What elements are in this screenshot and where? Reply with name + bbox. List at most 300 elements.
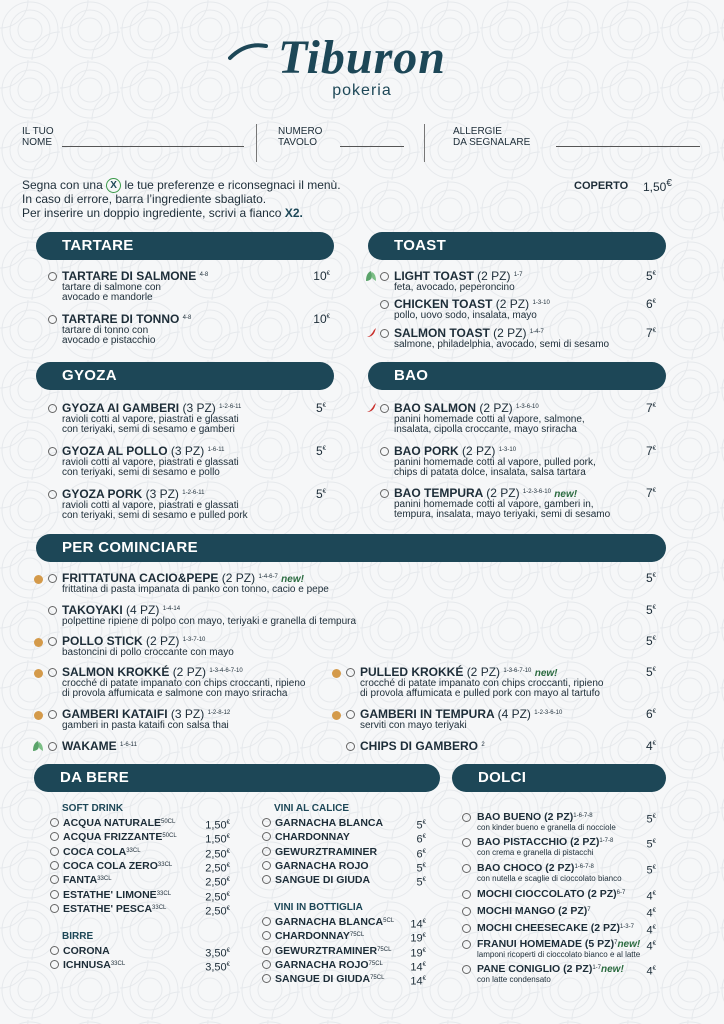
dessert-title: MOCHI CHEESECAKE xyxy=(477,922,588,934)
price-value: 5 xyxy=(416,876,423,889)
drink-name xyxy=(275,945,391,957)
currency: € xyxy=(652,891,656,897)
item-description: ravioli cotti al vapore, piastrati e glassati xyxy=(62,457,239,468)
price-value: 19 xyxy=(410,932,423,945)
price-value: 1,50 xyxy=(205,819,227,832)
item-description: tartare di salmone con xyxy=(62,282,161,293)
select-checkbox[interactable] xyxy=(48,447,57,456)
drink-price xyxy=(200,860,230,875)
price-value: 2,50 xyxy=(205,891,227,904)
logo-swoosh-icon xyxy=(228,40,268,64)
item-qty: (3 PZ) xyxy=(170,707,205,721)
allergen-codes: 1-2-3-6-10 xyxy=(522,489,551,495)
item-description: insalata, cipolla croccante, mayo sriracha xyxy=(394,424,577,435)
currency: € xyxy=(422,877,426,884)
dot-icon xyxy=(34,669,43,678)
price-value: 4 xyxy=(645,739,653,753)
currency: € xyxy=(652,636,656,642)
allergen-codes: 7 xyxy=(587,907,591,913)
price-value: 4 xyxy=(646,907,653,920)
select-checkbox[interactable] xyxy=(48,637,57,646)
item-price xyxy=(626,602,656,617)
allergen-codes: 1-2-8-12 xyxy=(207,710,231,716)
item-price xyxy=(296,400,326,415)
item-title: LIGHT TOAST xyxy=(394,269,474,283)
item-title: CHIPS DI GAMBERO xyxy=(360,739,479,753)
select-checkbox[interactable] xyxy=(50,818,59,827)
drink-title: FANTA xyxy=(63,874,98,887)
drink-title: GARNACHA BLANCA xyxy=(275,817,384,829)
price-value: 5 xyxy=(315,444,323,458)
currency: € xyxy=(422,933,426,940)
currency: € xyxy=(322,446,326,452)
drink-price xyxy=(200,846,230,861)
item-title: GAMBERI KATAIFI xyxy=(62,707,168,721)
price-value: 5 xyxy=(645,634,653,648)
item-description: crocché di patate impanato con chips croccanti, ripieno xyxy=(62,678,306,689)
select-checkbox[interactable] xyxy=(346,742,355,751)
allergen-codes: 1-7-8 xyxy=(599,838,614,844)
dessert-name xyxy=(477,862,594,874)
item-description: di provola affumicata e salmone con mayo sriracha xyxy=(62,688,288,699)
section-header-da-bere: DA BERE xyxy=(34,764,440,792)
price-value: 5 xyxy=(416,819,423,832)
select-checkbox[interactable] xyxy=(262,946,271,955)
price-value: 6 xyxy=(416,848,423,861)
currency: € xyxy=(652,573,656,579)
item-description: bastoncini di pollo croccante con mayo xyxy=(62,647,234,658)
dessert-qty: (2 PZ) xyxy=(563,963,593,975)
item-title: GYOZA PORK xyxy=(62,487,143,501)
select-checkbox[interactable] xyxy=(48,404,57,413)
drink-size: 33CL xyxy=(156,890,172,897)
drink-price xyxy=(396,930,426,945)
item-description: frittatina di pasta impanata di panko con tonno, cacio e pepe xyxy=(62,584,329,595)
drink-title: GARNACHA ROJO xyxy=(275,859,369,872)
item-qty: (3 PZ) xyxy=(145,487,179,501)
table-label-1: NUMERO xyxy=(278,126,323,137)
select-checkbox[interactable] xyxy=(50,890,59,899)
dessert-qty: (2 PZ) xyxy=(590,922,620,934)
price-value: 19 xyxy=(410,947,423,960)
table-label-2: TAVOLO xyxy=(278,137,318,148)
drink-title: ACQUA FRIZZANTE xyxy=(63,831,163,844)
item-price xyxy=(626,443,656,458)
select-checkbox[interactable] xyxy=(50,847,59,856)
drink-name xyxy=(63,831,177,843)
coperto-label: COPERTO xyxy=(574,180,629,192)
drink-name xyxy=(63,889,171,901)
allergen-codes: 4-8 xyxy=(182,315,192,321)
drink-size: 75CL xyxy=(368,960,383,967)
currency: € xyxy=(422,834,426,841)
select-checkbox[interactable] xyxy=(380,272,389,281)
drink-price xyxy=(200,874,230,889)
allergen-codes: 1-3-6-7-10 xyxy=(503,668,532,674)
select-checkbox[interactable] xyxy=(48,710,57,719)
item-description: tempura, insalata, mayo teriyaki, semi di sesamo xyxy=(394,509,611,520)
currency: € xyxy=(226,962,230,969)
select-checkbox[interactable] xyxy=(262,847,271,856)
allergen-codes: 1-3-10 xyxy=(532,300,550,306)
instructions-text: Per inserire un doppio ingrediente, scrivi a fianco xyxy=(22,206,282,220)
item-title: CHICKEN TOAST xyxy=(394,297,493,311)
price-value: 5 xyxy=(315,401,323,415)
drink-price xyxy=(396,846,426,861)
currency: € xyxy=(652,605,656,611)
currency: € xyxy=(652,839,656,845)
currency: € xyxy=(652,488,656,494)
item-title: TARTARE DI TONNO xyxy=(62,312,180,326)
drink-price xyxy=(200,903,230,918)
item-title: GAMBERI IN TEMPURA xyxy=(360,707,495,721)
drink-size: 5CL xyxy=(383,918,395,924)
currency: € xyxy=(652,908,656,914)
chili-icon xyxy=(365,402,377,414)
select-checkbox[interactable] xyxy=(48,315,57,324)
currency: € xyxy=(652,966,656,972)
price-value: 5 xyxy=(645,269,653,283)
item-description: ravioli cotti al vapore, piastrati e glassati xyxy=(62,500,239,511)
select-checkbox[interactable] xyxy=(462,940,471,949)
price-value: 6 xyxy=(645,297,653,311)
currency: € xyxy=(422,848,426,855)
allergen-codes: 1-3-7-10 xyxy=(182,637,206,643)
section-header-tartare: TARTARE xyxy=(36,232,334,260)
drink-price xyxy=(396,860,426,875)
select-checkbox[interactable] xyxy=(462,864,471,873)
drink-price xyxy=(396,945,426,960)
currency: € xyxy=(326,271,330,277)
dessert-description: con crema e granella di pistacchi xyxy=(477,848,594,857)
select-checkbox[interactable] xyxy=(462,924,471,933)
drink-price xyxy=(396,916,426,931)
select-checkbox[interactable] xyxy=(262,960,271,969)
new-badge: new! xyxy=(554,489,578,500)
instructions-line-3 xyxy=(22,206,303,220)
price-value: 6 xyxy=(645,707,653,721)
item-qty: (2 PZ) xyxy=(486,486,520,500)
price-value: 4 xyxy=(646,965,653,978)
price-value: 5 xyxy=(315,487,323,501)
select-checkbox[interactable] xyxy=(380,329,389,338)
price-value: 5 xyxy=(645,603,653,617)
drink-title: GARNACHA BLANCA xyxy=(275,916,384,928)
item-description: polpettine ripiene di polpo con mayo, teriyaki e granella di tempura xyxy=(62,616,357,627)
currency: € xyxy=(226,948,230,954)
item-description: avocado e pistacchio xyxy=(62,335,156,346)
item-description: con teriyaki, semi di sesamo e pulled pork xyxy=(62,510,248,521)
dessert-qty: (2 PZ) xyxy=(587,888,617,900)
dessert-qty: (2 PZ) xyxy=(545,862,575,874)
drink-price xyxy=(396,973,426,988)
drink-name xyxy=(275,846,377,858)
currency: € xyxy=(666,178,672,189)
item-title: FRITTATUNA CACIO&PEPE xyxy=(62,571,219,585)
drink-title: GARNACHA ROJO xyxy=(275,958,369,971)
dessert-name xyxy=(477,811,593,823)
dessert-name xyxy=(477,922,634,934)
drink-title: GEWURZTRAMINER xyxy=(275,944,378,957)
item-qty: (2 PZ) xyxy=(221,571,256,585)
coperto-price xyxy=(643,178,672,194)
allergen-codes: 1-4-6-7 xyxy=(258,574,278,580)
drink-size: 75CL xyxy=(370,975,385,982)
section-header-dolci: DOLCI xyxy=(452,764,666,792)
allergen-codes: 7 xyxy=(614,940,618,946)
currency: € xyxy=(652,446,656,452)
select-checkbox[interactable] xyxy=(50,861,59,870)
drink-name xyxy=(275,959,383,971)
dessert-name xyxy=(477,905,591,917)
drink-name xyxy=(275,930,364,942)
item-title: BAO TEMPURA xyxy=(394,486,483,500)
currency: € xyxy=(422,961,426,968)
item-qty: (2 PZ) xyxy=(146,634,180,648)
price-value: 5 xyxy=(645,571,653,585)
drink-size: 33CL xyxy=(157,861,173,868)
drink-title: CORONA xyxy=(63,945,110,957)
dessert-price xyxy=(626,963,656,978)
allergen-codes: 1-3-7 xyxy=(619,924,634,930)
currency: € xyxy=(652,709,656,715)
select-checkbox[interactable] xyxy=(262,861,271,870)
item-title: TARTARE DI SALMONE xyxy=(62,269,197,283)
select-checkbox[interactable] xyxy=(462,813,471,822)
price-value: 2,50 xyxy=(205,848,227,861)
table-input-line[interactable] xyxy=(340,146,404,147)
name-label-1: IL TUO xyxy=(22,126,54,137)
drink-size: 75CL xyxy=(349,932,365,939)
select-checkbox[interactable] xyxy=(50,946,59,955)
item-name xyxy=(360,740,485,753)
select-checkbox[interactable] xyxy=(48,574,57,583)
currency: € xyxy=(422,976,426,983)
allergy-input-line[interactable] xyxy=(556,146,700,147)
drink-price xyxy=(396,817,426,832)
item-title: BAO SALMON xyxy=(394,401,476,415)
dessert-price xyxy=(626,862,656,877)
section-header-bao: BAO xyxy=(368,362,666,390)
item-description: con teriyaki, semi di sesamo e pollo xyxy=(62,467,220,478)
drink-size: 50CL xyxy=(161,819,176,825)
item-title: GYOZA AI GAMBERI xyxy=(62,401,180,415)
select-checkbox[interactable] xyxy=(262,818,271,827)
allergen-codes: 1-6-11 xyxy=(207,447,225,453)
item-description: di provola affumicata e pulled pork con mayo al tartufo xyxy=(360,688,600,699)
item-price xyxy=(626,400,656,415)
select-checkbox[interactable] xyxy=(262,917,271,926)
item-price xyxy=(296,486,326,501)
drink-title: ESTATHE' LIMONE xyxy=(63,888,157,901)
currency: € xyxy=(652,667,656,673)
item-description: gamberi in pasta kataifi con salsa thai xyxy=(62,720,229,731)
logo-subtitle: pokeria xyxy=(332,82,392,99)
dessert-price xyxy=(626,811,656,826)
dessert-title: MOCHI CIOCCOLATO xyxy=(477,888,585,900)
currency: € xyxy=(422,820,426,826)
item-price xyxy=(626,738,656,753)
item-description: chips di patata dolce, insalata, salsa tartara xyxy=(394,467,586,478)
item-description: crocché di patate impanato con chips croccanti, ripieno xyxy=(360,678,604,689)
drink-size: 33CL xyxy=(110,961,126,968)
drink-title: GEWURZTRAMINER xyxy=(275,845,378,858)
drink-title: SANGUE DI GIUDA xyxy=(275,973,371,986)
item-description: avocado e mandorle xyxy=(62,292,153,303)
currency: € xyxy=(652,299,656,305)
select-checkbox[interactable] xyxy=(48,606,57,615)
allergen-codes: 1-2-3-6-10 xyxy=(534,710,563,716)
drink-name xyxy=(275,916,394,928)
select-checkbox[interactable] xyxy=(346,710,355,719)
item-description: ravioli cotti al vapore, piastrati e glassati xyxy=(62,414,239,425)
drink-title: CHARDONNAY xyxy=(275,930,350,943)
select-checkbox[interactable] xyxy=(48,668,57,677)
item-description: feta, avocado, peperoncino xyxy=(394,282,515,293)
item-qty: (2 PZ) xyxy=(495,297,530,311)
dessert-description: con kinder bueno e granella di nocciole xyxy=(477,823,616,832)
allergen-codes: 6-7 xyxy=(616,890,626,896)
dessert-price xyxy=(626,888,656,903)
select-checkbox[interactable] xyxy=(380,404,389,413)
allergen-codes: 1-3-6-10 xyxy=(516,404,539,410)
instructions-text: Segna con una xyxy=(22,178,103,192)
select-checkbox[interactable] xyxy=(462,907,471,916)
currency: € xyxy=(422,947,426,954)
select-checkbox[interactable] xyxy=(346,668,355,677)
item-qty: (2 PZ) xyxy=(172,665,207,679)
dessert-qty: (2 PZ) xyxy=(558,905,588,917)
item-qty: (3 PZ) xyxy=(170,444,205,458)
currency: € xyxy=(226,848,230,855)
item-qty: (2 PZ) xyxy=(466,665,501,679)
allergen-codes: 1-4-7 xyxy=(529,329,544,335)
allergen-codes: 1-7 xyxy=(513,272,523,278)
new-badge: new! xyxy=(617,939,641,950)
price-value: 2,50 xyxy=(205,876,227,889)
item-title: POLLO STICK xyxy=(62,634,143,648)
drink-name xyxy=(275,831,350,843)
drink-price xyxy=(200,945,230,960)
dessert-description: con latte condensato xyxy=(477,975,551,984)
item-title: GYOZA AL POLLO xyxy=(62,444,168,458)
item-price xyxy=(626,633,656,648)
allergen-codes: 1-3-10 xyxy=(498,447,517,453)
drink-price xyxy=(396,959,426,974)
dessert-name xyxy=(477,888,625,900)
coperto-value: 1,50 xyxy=(643,180,667,194)
select-checkbox[interactable] xyxy=(380,300,389,309)
item-description: panini homemade cotti al vapore, gamberi in, xyxy=(394,499,594,510)
select-checkbox[interactable] xyxy=(48,742,57,751)
select-checkbox[interactable] xyxy=(462,890,471,899)
dessert-description: con nutella e scaglie di cioccolato bianco xyxy=(477,874,622,883)
price-value: 10 xyxy=(313,312,327,326)
price-value: 7 xyxy=(645,486,653,500)
drink-title: ESTATHE' PESCA xyxy=(63,902,153,915)
currency: € xyxy=(652,271,656,277)
price-value: 5 xyxy=(416,862,423,875)
price-value: 14 xyxy=(410,961,423,974)
drink-price xyxy=(200,817,230,832)
select-checkbox[interactable] xyxy=(462,965,471,974)
drink-name xyxy=(63,959,125,971)
item-price xyxy=(626,706,656,721)
drink-title: COCA COLA xyxy=(63,845,127,858)
drink-price xyxy=(396,831,426,846)
dessert-title: BAO BUENO xyxy=(477,811,542,823)
new-badge: new! xyxy=(281,574,304,585)
currency: € xyxy=(226,862,230,869)
currency: € xyxy=(652,941,656,947)
dessert-title: FRANUI HOMEMADE xyxy=(477,938,582,950)
select-checkbox[interactable] xyxy=(380,489,389,498)
logo: Tiburon xyxy=(278,31,446,84)
dessert-qty: (5 PZ) xyxy=(584,938,615,950)
item-name xyxy=(62,740,137,753)
item-price xyxy=(626,296,656,311)
drink-price xyxy=(200,831,230,846)
item-title: SALMON KROKKÉ xyxy=(62,665,170,679)
price-value: 3,50 xyxy=(205,961,227,974)
name-input-line[interactable] xyxy=(62,146,244,147)
dot-icon xyxy=(332,711,341,720)
dessert-price xyxy=(626,905,656,920)
dot-icon xyxy=(34,711,43,720)
allergy-label-2: DA SEGNALARE xyxy=(453,137,531,148)
select-checkbox[interactable] xyxy=(48,490,57,499)
section-header-gyoza: GYOZA xyxy=(36,362,334,390)
dessert-description: lamponi ricoperti di cioccolato bianco e al latte xyxy=(477,950,641,959)
chili-icon xyxy=(365,327,377,339)
allergen-codes: 1-6-7-8 xyxy=(573,813,593,819)
drink-category-title: SOFT DRINK xyxy=(62,803,124,814)
drink-size: 33CL xyxy=(97,876,112,883)
item-price xyxy=(626,325,656,340)
drink-name xyxy=(63,874,112,886)
allergen-codes: 1-6-7-8 xyxy=(574,864,594,870)
select-checkbox[interactable] xyxy=(50,904,59,913)
allergy-label-1: ALLERGIE xyxy=(453,126,502,137)
price-value: 2,50 xyxy=(205,905,227,918)
drink-name xyxy=(275,874,370,886)
item-title: PULLED KROKKÉ xyxy=(360,665,464,679)
dessert-title: PANE CONIGLIO xyxy=(477,963,561,975)
item-qty: (3 PZ) xyxy=(182,401,216,415)
price-value: 5 xyxy=(646,813,653,826)
currency: € xyxy=(226,905,230,912)
select-checkbox[interactable] xyxy=(48,272,57,281)
price-value: 14 xyxy=(410,918,423,931)
item-title: WAKAME xyxy=(62,739,117,753)
item-description: panini homemade cotti al vapore, salmone, xyxy=(394,414,585,425)
item-description: salmone, philadelphia, avocado, semi di sesamo xyxy=(394,339,610,350)
item-price xyxy=(300,311,330,326)
price-value: 4 xyxy=(646,924,653,937)
price-value: 5 xyxy=(645,665,653,679)
allergen-codes: 4-8 xyxy=(199,272,209,278)
drink-name xyxy=(63,817,175,829)
select-checkbox[interactable] xyxy=(462,838,471,847)
dessert-qty: (2 PZ) xyxy=(544,811,574,823)
dessert-price xyxy=(626,922,656,937)
select-checkbox[interactable] xyxy=(380,447,389,456)
item-description: panini homemade cotti al vapore, pulled pork, xyxy=(394,457,596,468)
item-qty: (2 PZ) xyxy=(477,269,511,283)
dessert-price xyxy=(626,938,656,953)
price-value: 14 xyxy=(410,975,423,988)
drink-price xyxy=(200,959,230,974)
